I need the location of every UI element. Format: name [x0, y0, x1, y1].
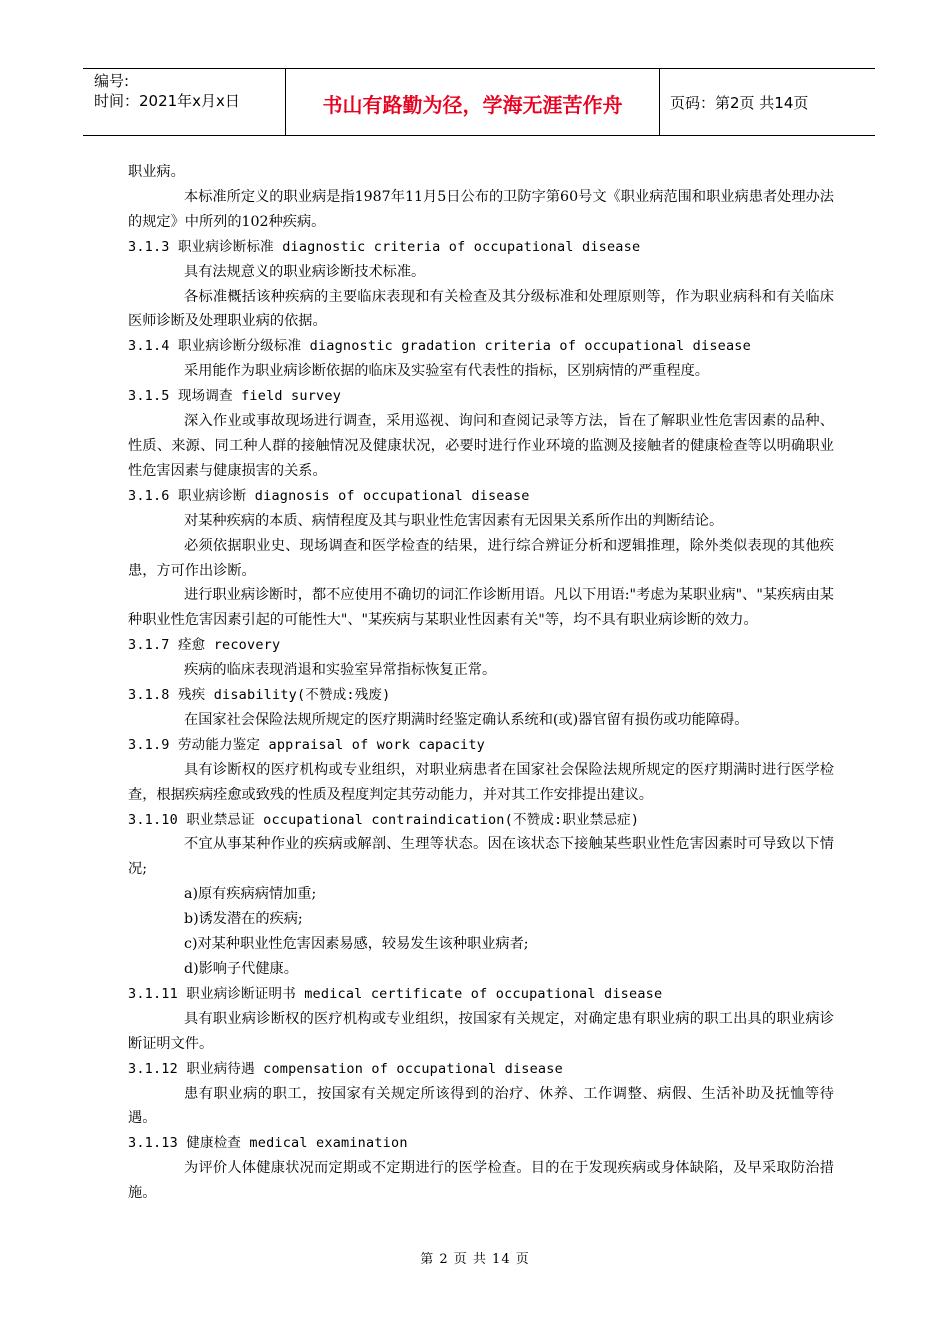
section-heading: 3.1.9 劳动能力鉴定 appraisal of work capacity — [128, 736, 486, 753]
body-paragraph: 具有职业病诊断权的医疗机构或专业组织，按国家有关规定，对确定患有职业病的职工出具的职业病诊断证明文件。 — [128, 1010, 834, 1052]
body-paragraph: 进行职业病诊断时，都不应使用不确切的词汇作诊断用语。凡以下用语:"考虑为某职业病"、"某疾病由某种职业性危害因素引起的可能性大"、"某疾病与某职业性因素有关"等，均不具有职业病诊断的效力。 — [128, 587, 834, 629]
list-item: d)影响子代健康。 — [184, 961, 298, 977]
body-paragraph: 深入作业或事故现场进行调查，采用巡视、询问和查阅记录等方法，旨在了解职业性危害因素的品种、性质、来源、同工种人群的接触情况及健康状况，必要时进行作业环境的监测及接触者的健康检查等以明确职业性危害因素与健康损害的关系。 — [128, 413, 834, 479]
section-heading: 3.1.8 残疾 disability(不赞成:残废) — [128, 687, 391, 704]
body-paragraph: 采用能作为职业病诊断依据的临床及实验室有代表性的指标，区别病情的严重程度。 — [184, 363, 709, 380]
document-body — [128, 160, 834, 1206]
header-meta — [83, 69, 286, 135]
section-heading: 3.1.4 职业病诊断分级标准 diagnostic gradation criteria of occupational disease — [128, 338, 751, 355]
section-heading: 3.1.12 职业病待遇 compensation of occupational disease — [128, 1060, 563, 1077]
section-heading: 3.1.7 痊愈 recovery — [128, 637, 281, 654]
section-heading: 3.1.10 职业禁忌证 occupational contraindication(不赞成:职业禁忌症) — [128, 811, 640, 828]
list-item: b)诱发潜在的疾病; — [184, 911, 303, 928]
body-paragraph: 疾病的临床表现消退和实验室异常指标恢复正常。 — [184, 662, 497, 679]
header-motto: 书山有路勤为径，学海无涯苦作舟 — [286, 69, 660, 135]
body-paragraph: 必须依据职业史、现场调查和医学检查的结果，进行综合辨证分析和逻辑推理，除外类似表现的其他疾患，方可作出诊断。 — [128, 537, 834, 579]
body-paragraph: 患有职业病的职工，按国家有关规定所该得到的治疗、休养、工作调整、病假、生活补助及抚恤等待遇。 — [128, 1085, 834, 1127]
body-paragraph: 职业病。 — [128, 164, 185, 180]
body-paragraph: 在国家社会保险法规所规定的医疗期满时经鉴定确认系统和(或)器官留有损伤或功能障碍。 — [184, 711, 749, 728]
header-number-label: 编号: — [94, 72, 130, 90]
header-time-label: 时间：2021年x月x日 — [94, 92, 240, 110]
body-paragraph: 不宜从事某种作业的疾病或解剖、生理等状态。因在该状态下接触某些职业性危害因素时可导致以下情况; — [128, 836, 834, 878]
section-heading: 3.1.11 职业病诊断证明书 medical certificate of occupational disease — [128, 985, 663, 1002]
body-paragraph: 具有法规意义的职业病诊断技术标准。 — [184, 263, 426, 280]
list-item: c)对某种职业性危害因素易感，较易发生该种职业病者; — [184, 936, 529, 953]
page-footer: 第 2 页 共 14 页 — [420, 1252, 530, 1267]
body-paragraph: 各标准概括该种疾病的主要临床表现和有关检查及其分级标准和处理原则等，作为职业病科和有关临床医师诊断及处理职业病的依据。 — [128, 288, 834, 330]
page-header — [83, 68, 875, 136]
list-item: a)原有疾病病情加重; — [184, 886, 317, 903]
header-page-label: 页码：第2页 共14页 — [670, 93, 809, 112]
body-paragraph: 为评价人体健康状况而定期或不定期进行的医学检查。目的在于发现疾病或身体缺陷，及早采取防治措施。 — [128, 1160, 834, 1202]
body-paragraph: 具有诊断权的医疗机构或专业组织，对职业病患者在国家社会保险法规所规定的医疗期满时进行医学检查，根据疾病痊愈或致残的性质及程度判定其劳动能力，并对其工作安排提出建议。 — [128, 761, 834, 803]
section-heading: 3.1.5 现场调查 field survey — [128, 388, 342, 405]
section-heading: 3.1.13 健康检查 medical examination — [128, 1135, 408, 1152]
body-paragraph: 本标准所定义的职业病是指1987年11月5日公布的卫防字第60号文《职业病范围和职业病患者处理办法的规定》中所列的102种疾病。 — [128, 188, 834, 230]
body-paragraph: 对某种疾病的本质、病情程度及其与职业性危害因素有无因果关系所作出的判断结论。 — [184, 512, 724, 529]
section-heading: 3.1.3 职业病诊断标准 diagnostic criteria of occupational disease — [128, 238, 641, 255]
section-heading: 3.1.6 职业病诊断 diagnosis of occupational disease — [128, 487, 530, 504]
